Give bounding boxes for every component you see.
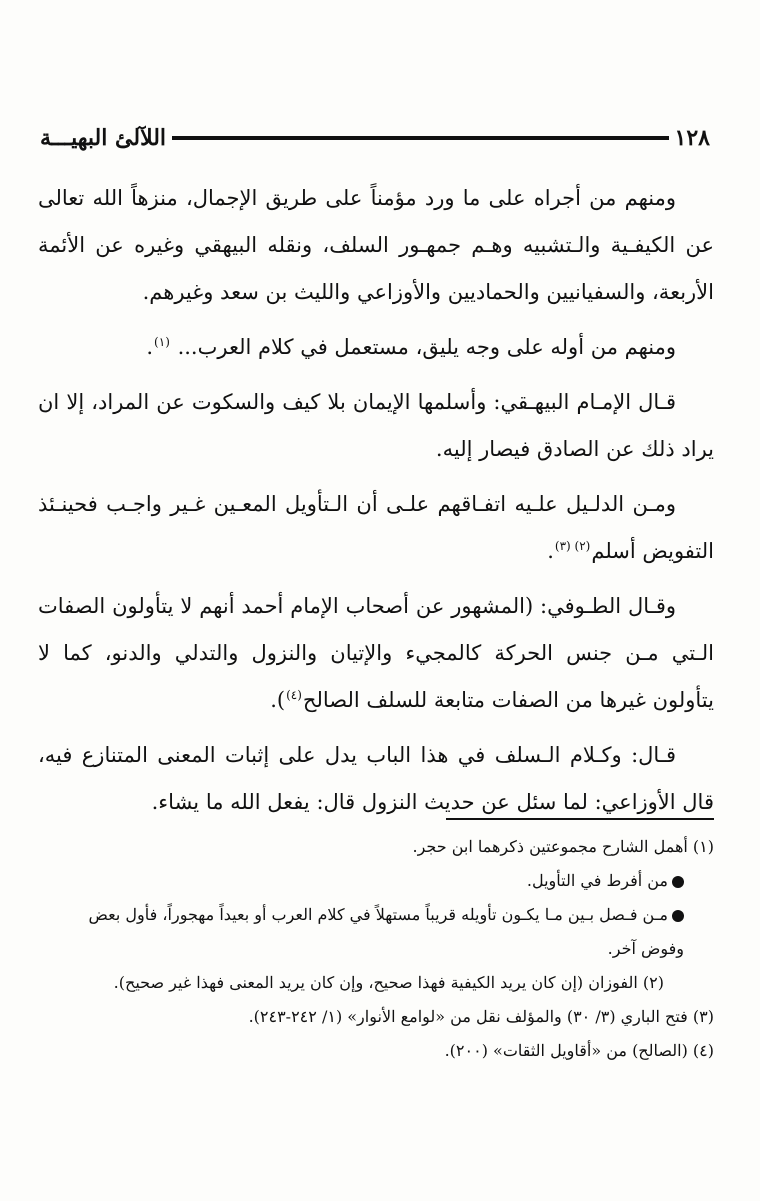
footnote-continuation: وفوض آخر. <box>607 939 684 958</box>
paragraph-end: . <box>146 335 154 359</box>
page-header <box>40 118 710 158</box>
running-title: اللآلئ البهيـــة <box>40 125 167 151</box>
footnote-ref: (٢) (٣) <box>554 539 591 553</box>
footnote: (١) أهمل الشارح مجموعتين ذكرهما ابن حجر. <box>412 837 714 856</box>
header-rule <box>172 136 669 140</box>
paragraph-text: ومـن الدلـيل علـيه اتفـاقهم علـى أن الـتأويل المعـين غـير واجـب فحينـئذ التفويض أسلم <box>38 492 714 563</box>
bullet-icon <box>672 910 684 922</box>
footnotes <box>38 830 714 1068</box>
footnote: (٣) فتح الباري (٣/ ٣٠) والمؤلف نقل من «لوامع الأنوار» (١/ ٢٤٢-٢٤٣). <box>248 1007 714 1026</box>
bullet-text: من أفرط في التأويل. <box>526 871 668 890</box>
paragraph-end: ). <box>270 688 286 712</box>
paragraph <box>38 583 714 724</box>
footnote: (٢) الفوزان (إن كان يريد الكيفية فهذا صحيح، وإن كان يريد المعنى فهذا غير صحيح). <box>113 973 664 992</box>
paragraph: قـال الإمـام البيهـقي: وأسلمها الإيمان بلا كيف والسكوت عن المراد، إلا ان يراد ذلك عن الصادق فيصار إليه. <box>38 390 714 461</box>
paragraph: قـال: وكـلام الـسلف في هذا الباب يدل على إثبات المعنى المتنازع فيه، قال الأوزاعي: لما سئل عن حديث النزول قال: يفعل الله ما يشاء. <box>38 743 714 814</box>
footnote-ref: (٤) <box>286 688 302 702</box>
paragraph <box>38 481 714 575</box>
footnote-bullet <box>38 898 714 932</box>
main-text <box>38 175 714 834</box>
footnote-ref: (١) <box>154 335 170 349</box>
paragraph-end: . <box>547 539 554 563</box>
bullet-icon <box>672 876 684 888</box>
footnote-bullet <box>38 864 714 898</box>
bullet-text: مـن فـصل بـين مـا يكـون تأويله قريباً مستهلاً في كلام العرب أو بعيداً مهجوراً، فأول بعض <box>88 905 668 924</box>
paragraph-text: ومنهم من أوله على وجه يليق، مستعمل في كلام العرب... <box>177 335 676 359</box>
paragraph <box>38 324 714 371</box>
footnote: (٤) (الصالح) من «أقاويل الثقات» (٢٠٠). <box>444 1041 714 1060</box>
footnote-separator <box>446 818 714 820</box>
paragraph-text: وقـال الطـوفي: (المشهور عن أصحاب الإمام أحمد أنهم لا يتأولون الصفات الـتي مـن جنس الحركة كالمجيء والإتيان والنزول والتدلي والدنو، كما لا يتأولون غيرها من الصفات متابعة للسلف الصالح <box>38 594 714 712</box>
paragraph: ومنهم من أجراه على ما ورد مؤمناً على طريق الإجمال، منزهاً الله تعالى عن الكيفـية والـتشبيه وهـم جمهـور السلف، ونقله البيهقي وغيره عن الأئمة الأربعة، والسفيانيين والحماديين والأوزاعي والليث بن سعد وغيرهم. <box>38 186 714 304</box>
page-number: ١٢٨ <box>674 125 710 151</box>
